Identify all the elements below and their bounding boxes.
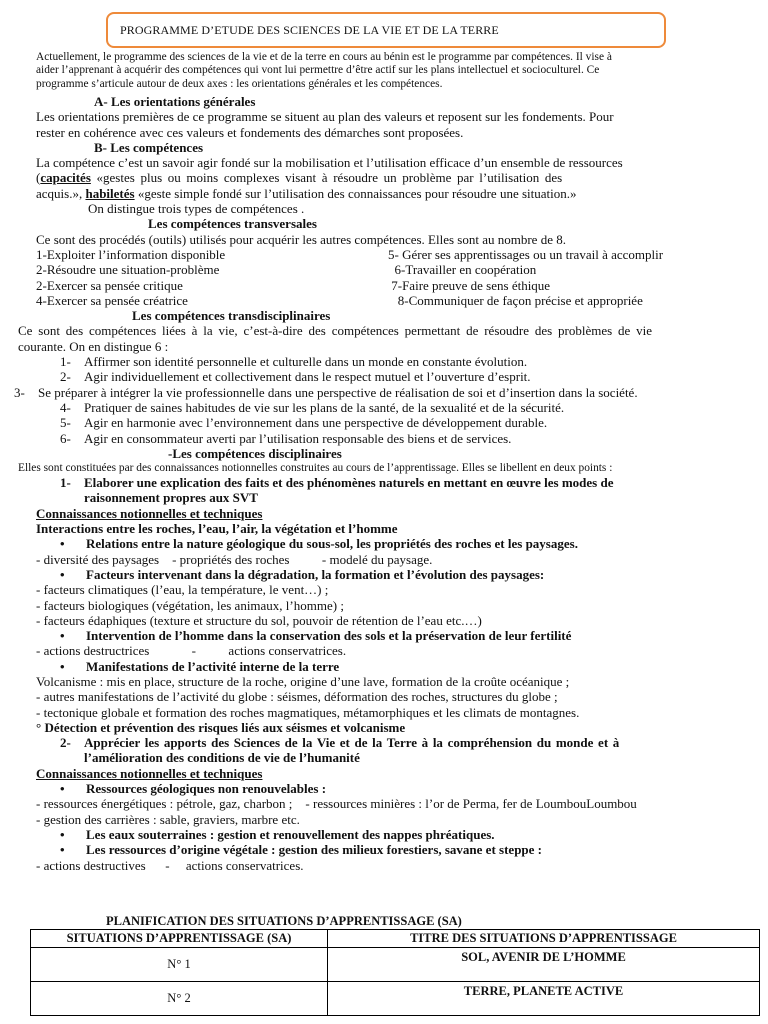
transversal-item: 4-Exercer sa pensée créatrice bbox=[36, 292, 188, 308]
item-text: Pratiquer de saines habitudes de vie sur les plans de la santé, de la sexualité et de la sécurité. bbox=[84, 399, 565, 415]
document-title: PROGRAMME D’ETUDE DES SCIENCES DE LA VIE ET DE LA TERRE bbox=[106, 12, 666, 48]
intro-line: Actuellement, le programme des sciences de la vie et de la terre en cours au bénin est le programme par compétences. Il vise à bbox=[36, 51, 612, 63]
competence-definition-line bbox=[36, 186, 760, 201]
item-number: 4- bbox=[60, 399, 71, 415]
table-header-row bbox=[31, 930, 760, 948]
transversal-item: 2-Exercer sa pensée critique bbox=[36, 277, 183, 293]
bullet-title: Relations entre la nature géologique du sous-sol, les propriétés des roches et les paysages. bbox=[86, 536, 578, 552]
bullet-title: Ressources géologiques non renouvelables : bbox=[86, 781, 327, 797]
transversal-item: 7-Faire preuve de sens éthique bbox=[388, 277, 551, 293]
bullet-detail-line: Volcanisme : mis en place, structure de la roche, origine d’une lave, formation de la croûte océanique ; bbox=[36, 673, 570, 689]
transdisciplinary-item bbox=[36, 354, 760, 369]
transversal-row bbox=[36, 293, 760, 308]
bullet-heading bbox=[36, 827, 760, 842]
item-number: 3- bbox=[14, 384, 25, 400]
bullet-heading bbox=[36, 536, 760, 551]
habiletes-definition: «geste simple fondé sur l’utilisation des connaissances pour résoudre une situation.» bbox=[134, 185, 577, 201]
orientations-text-line: Les orientations premières de ce programme se situent au plan des valeurs et reposent sur les fondements. Pour bbox=[36, 109, 614, 125]
item-text bbox=[84, 475, 614, 506]
item-text-line: raisonnement propres aux SVT bbox=[84, 490, 258, 506]
heading-transdisciplinaires: Les compétences transdisciplinaires bbox=[132, 308, 331, 324]
item-text: Se préparer à intégrer la vie professionnelle dans une perspective de réalisation de soi et d’insertion dans la société. bbox=[38, 384, 638, 400]
item-text bbox=[84, 735, 619, 766]
heading-disciplinaires: -Les compétences disciplinaires bbox=[168, 445, 342, 461]
item-number: 2- bbox=[60, 735, 71, 751]
item-number: 6- bbox=[60, 430, 71, 446]
situation-title: TERRE, PLANETE ACTIVE bbox=[328, 982, 760, 1016]
heading-orientations: A- Les orientations générales bbox=[94, 94, 256, 109]
competence-definition-line bbox=[36, 170, 760, 185]
connaissances-heading: Connaissances notionnelles et techniques bbox=[36, 765, 263, 781]
transversales-intro: Ce sont des procédés (outils) utilisés pour acquérir les autres compétences. Elles sont au nombre de 8. bbox=[36, 231, 566, 247]
item-text: Agir en harmonie avec l’environnement dans une perspective de développement durable. bbox=[84, 415, 548, 431]
transversal-item: 8-Communiquer de façon précise et appropriée bbox=[388, 292, 643, 308]
bullet-detail-line: - tectonique globale et formation des roches magmatiques, métamorphiques et les climats de montagnes. bbox=[36, 704, 580, 720]
bullet-heading bbox=[36, 659, 760, 674]
bullet-heading bbox=[36, 567, 760, 582]
orientations-text-line: rester en cohérence avec ces valeurs et fondements des démarches sont proposées. bbox=[36, 124, 464, 140]
table-row bbox=[31, 982, 760, 1016]
item-number: 1- bbox=[60, 475, 71, 491]
bullet-icon: • bbox=[60, 628, 65, 644]
bullet-detail-line: - facteurs biologiques (végétation, les animaux, l’homme) ; bbox=[36, 597, 344, 613]
bullet-icon: • bbox=[60, 658, 65, 674]
detection-heading: ° Détection et prévention des risques liés aux séismes et volcanisme bbox=[36, 719, 406, 735]
bullet-detail-line: - actions destructrices - actions conservatrices. bbox=[36, 643, 347, 659]
bullet-title: Les eaux souterraines : gestion et renouvellement des nappes phréatiques. bbox=[86, 826, 495, 842]
disciplinary-competence-1 bbox=[36, 475, 760, 506]
situation-number: N° 2 bbox=[31, 982, 328, 1016]
bullet-title: Facteurs intervenant dans la dégradation, la formation et l’évolution des paysages: bbox=[86, 566, 545, 582]
bullet-detail-line: - facteurs climatiques (l’eau, la température, le vent…) ; bbox=[36, 582, 329, 598]
heading-competences: B- Les compétences bbox=[94, 139, 204, 155]
capacites-term: capacités bbox=[40, 170, 91, 186]
bullet-icon: • bbox=[60, 842, 65, 858]
transversal-item: 5- Gérer ses apprentissages ou un travail à accomplir bbox=[388, 246, 664, 262]
transdisciplinaires-intro-line: Ce sont des compétences liées à la vie, c’est-à-dire des compétences permettant de résoudre des problèmes de vie bbox=[18, 323, 653, 339]
item-text: Agir en consommateur averti par l’utilisation responsable des biens et de services. bbox=[84, 430, 512, 446]
bullet-heading bbox=[36, 628, 760, 643]
item-number: 2- bbox=[60, 369, 71, 385]
bullet-title: Les ressources d’origine végétale : gestion des milieux forestiers, savane et steppe : bbox=[86, 842, 543, 858]
capacites-definition: «gestes plus ou moins complexes visant à résoudre un problème par l’utilisation des bbox=[90, 170, 563, 186]
bullet-detail-line: - diversité des paysages - propriétés des roches - modelé du paysage. bbox=[36, 551, 433, 567]
bullet-title: Manifestations de l’activité interne de la terre bbox=[86, 658, 340, 674]
column-header: TITRE DES SITUATIONS D’APPRENTISSAGE bbox=[328, 930, 760, 948]
transdisciplinary-item bbox=[36, 400, 760, 415]
transversal-row bbox=[36, 262, 760, 277]
heading-transversales: Les compétences transversales bbox=[148, 216, 317, 232]
bullet-detail-line: - gestion des carrières : sable, graviers, marbre etc. bbox=[36, 811, 300, 827]
item-text: Agir individuellement et collectivement dans le respect mutuel et l’ouverture d’esprit. bbox=[84, 369, 531, 385]
habiletes-term: habiletés bbox=[85, 185, 135, 201]
connaissances-heading: Connaissances notionnelles et techniques bbox=[36, 505, 263, 521]
planning-table bbox=[30, 929, 760, 1016]
interactions-heading: Interactions entre les roches, l’eau, l’air, la végétation et l’homme bbox=[36, 521, 398, 537]
intro-line: aider l’apprenant à acquérir des compétences qui vont lui permettre d’être actif sur les plans intellectuel et socioculturel. Ce bbox=[36, 64, 600, 77]
bullet-icon: • bbox=[60, 536, 65, 552]
transversal-row bbox=[36, 247, 760, 262]
transdisciplinaires-intro-line: courante. On en distingue 6 : bbox=[18, 338, 169, 354]
intro-line: programme s’articule autour de deux axes : les orientations générales et les compétences. bbox=[36, 77, 443, 90]
paren: ( bbox=[36, 170, 41, 186]
item-number: 1- bbox=[60, 354, 71, 370]
situation-title: SOL, AVENIR DE L’HOMME bbox=[328, 948, 760, 982]
transdisciplinary-item bbox=[36, 431, 760, 446]
planning-heading: PLANIFICATION DES SITUATIONS D’APPRENTISSAGE (SA) bbox=[106, 914, 462, 928]
intro-paragraph bbox=[36, 51, 760, 91]
bullet-title: Intervention de l’homme dans la conservation des sols et la préservation de leur fertilité bbox=[86, 628, 572, 644]
item-text: Affirmer son identité personnelle et culturelle dans un monde en constante évolution. bbox=[84, 354, 528, 370]
transdisciplinary-item bbox=[14, 385, 760, 400]
disciplinary-competence-2 bbox=[36, 735, 760, 766]
transversal-row bbox=[36, 278, 760, 293]
situation-number: N° 1 bbox=[31, 948, 328, 982]
bullet-icon: • bbox=[60, 826, 65, 842]
competence-definition-line: La compétence c’est un savoir agir fondé sur la mobilisation et l’utilisation efficace d’un ensemble de ressources bbox=[36, 155, 623, 171]
bullet-heading bbox=[36, 781, 760, 796]
bullet-detail-line: - autres manifestations de l’activité du globe : séismes, déformation des roches, structures du globe ; bbox=[36, 689, 558, 705]
transdisciplinary-item bbox=[36, 369, 760, 384]
acquis-text: acquis.», bbox=[36, 185, 86, 201]
bullet-heading bbox=[36, 842, 760, 857]
three-types-line: On distingue trois types de compétences . bbox=[88, 201, 305, 217]
transdisciplinary-item bbox=[36, 415, 760, 430]
transversal-item: 2-Résoudre une situation-problème bbox=[36, 262, 220, 278]
table-row bbox=[31, 948, 760, 982]
transversal-item: 6-Travailler en coopération bbox=[388, 262, 537, 278]
column-header: SITUATIONS D’APPRENTISSAGE (SA) bbox=[31, 930, 328, 948]
item-number: 5- bbox=[60, 415, 71, 431]
item-text-line: l’amélioration des conditions de vie de l’humanité bbox=[84, 750, 360, 766]
disciplinaires-intro: Elles sont constituées par des connaissances notionnelles construites au cours de l’apprentissage. Elles se libellent en deux points : bbox=[18, 462, 613, 475]
item-text-line: Elaborer une explication des faits et des phénomènes naturels en mettant en œuvre les modes de bbox=[84, 475, 614, 491]
bullet-detail-line: - ressources énergétiques : pétrole, gaz, charbon ; - ressources minières : l’or de Perma, fer de LoumbouLoumbou bbox=[36, 796, 637, 812]
bullet-icon: • bbox=[60, 566, 65, 582]
item-text-line: Apprécier les apports des Sciences de la Vie et de la Terre à la compréhension du monde et à bbox=[84, 735, 620, 751]
bullet-icon: • bbox=[60, 781, 65, 797]
transversal-item: 1-Exploiter l’information disponible bbox=[36, 246, 226, 262]
bullet-detail-line: - actions destructives - actions conservatrices. bbox=[36, 857, 304, 873]
bullet-detail-line: - facteurs édaphiques (texture et structure du sol, pouvoir de rétention de l’eau etc.…) bbox=[36, 612, 482, 628]
main-content bbox=[14, 94, 760, 873]
